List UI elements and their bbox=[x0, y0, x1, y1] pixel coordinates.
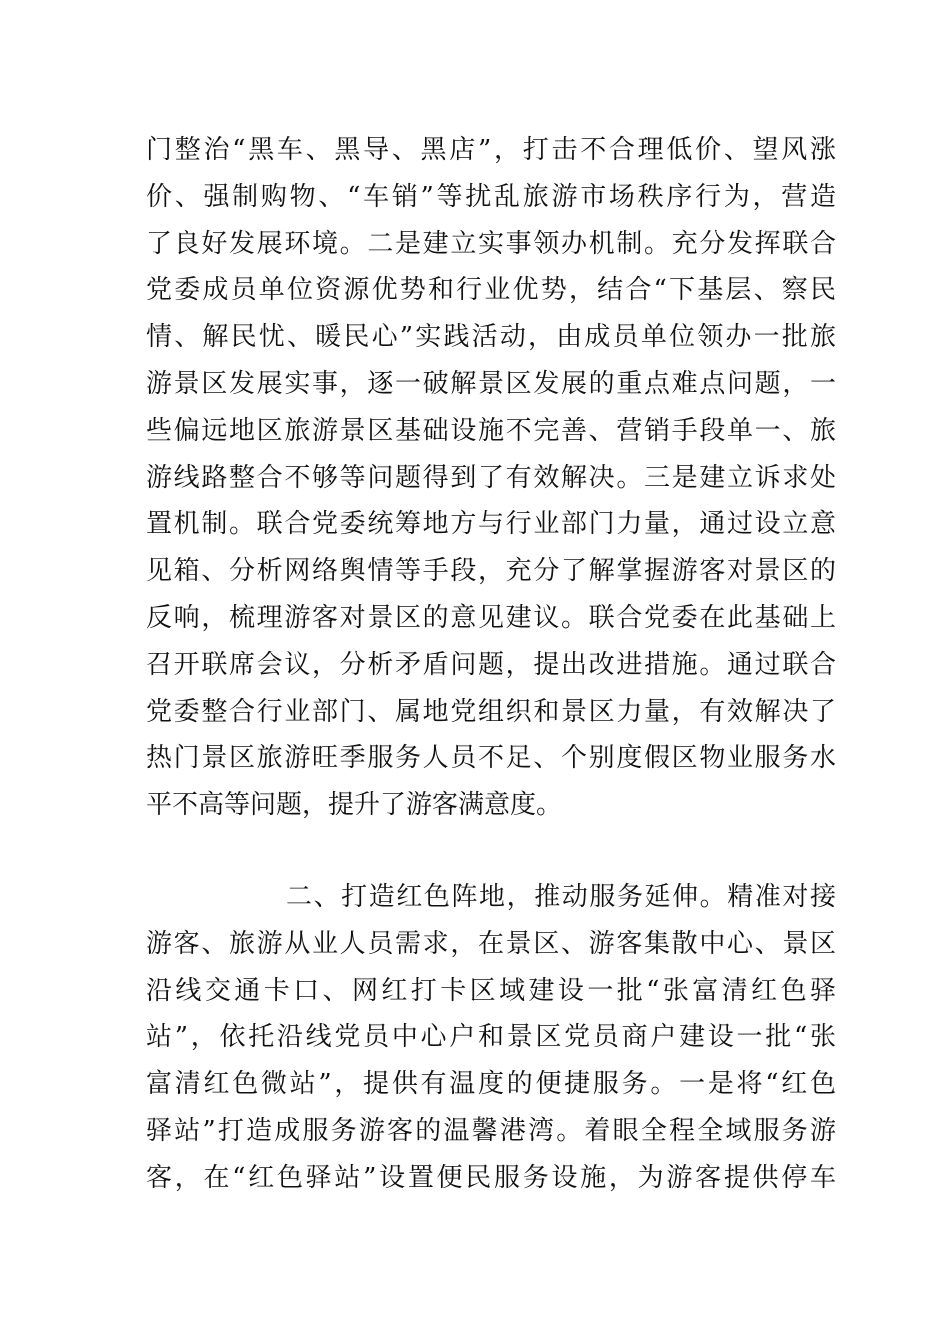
text-line: 热门景区旅游旺季服务人员不足、个别度假区物业服务水 bbox=[146, 743, 836, 774]
text-line: 党委成员单位资源优势和行业优势，结合“下基层、察民 bbox=[146, 275, 836, 306]
text-line: 游线路整合不够等问题得到了有效解决。三是建立诉求处 bbox=[146, 462, 836, 493]
text-line: 游客、旅游从业人员需求，在景区、游客集散中心、景区 bbox=[146, 928, 836, 959]
text-line: 平不高等问题，提升了游客满意度。 bbox=[146, 790, 563, 821]
text-line: 客，在“红色驿站”设置便民服务设施，为游客提供停车 bbox=[146, 1162, 836, 1193]
text-line: 门整治“黑车、黑导、黑店”，打击不合理低价、望风涨 bbox=[146, 135, 836, 165]
text-line: 些偏远地区旅游景区基础设施不完善、营销手段单一、旅 bbox=[146, 415, 836, 446]
text-line: 党委整合行业部门、属地党组织和景区力量，有效解决了 bbox=[146, 696, 836, 727]
paragraph-continuation bbox=[146, 127, 836, 829]
text-line: 反响，梳理游客对景区的意见建议。联合党委在此基础上 bbox=[146, 602, 836, 633]
text-line: 情、解民忧、暖民心”实践活动，由成员单位领办一批旅 bbox=[146, 322, 836, 353]
text-line: 置机制。联合党委统筹地方与行业部门力量，通过设立意 bbox=[146, 509, 836, 540]
text-line: 驿站”打造成服务游客的温馨港湾。着眼全程全域服务游 bbox=[146, 1115, 836, 1146]
text-line: 了良好发展环境。二是建立实事领办机制。充分发挥联合 bbox=[146, 228, 836, 259]
text-line: 游景区发展实事，逐一破解景区发展的重点难点问题，一 bbox=[146, 368, 836, 399]
text-line: 见箱、分析网络舆情等手段，充分了解掌握游客对景区的 bbox=[146, 556, 836, 587]
text-line: 沿线交通卡口、网红打卡区域建设一批“张富清红色驿 bbox=[146, 975, 836, 1006]
section-heading-line: 二、打造红色阵地，推动服务延伸。精准对接 bbox=[286, 882, 836, 912]
text-line: 价、强制购物、“车销”等扰乱旅游市场秩序行为，营造 bbox=[146, 181, 836, 212]
text-line: 富清红色微站”，提供有温度的便捷服务。一是将“红色 bbox=[146, 1069, 836, 1100]
text-line: 站”，依托沿线党员中心户和景区党员商户建设一批“张 bbox=[146, 1022, 836, 1053]
text-line: 召开联席会议，分析矛盾问题，提出改进措施。通过联合 bbox=[146, 649, 836, 680]
paragraph-section-two bbox=[146, 874, 836, 1202]
